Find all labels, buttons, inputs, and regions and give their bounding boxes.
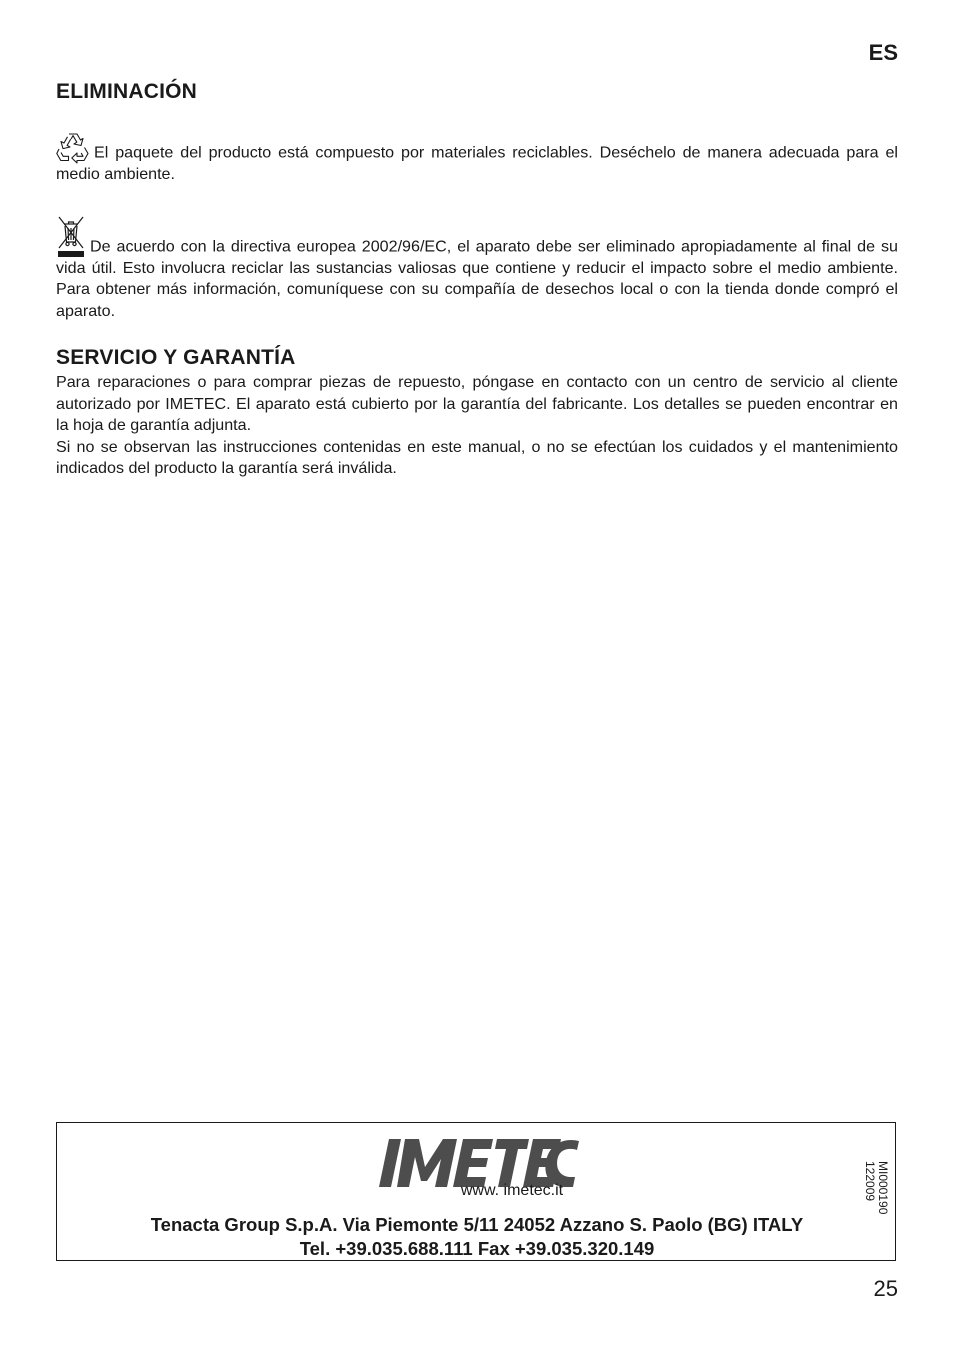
company-phone-fax: Tel. +39.035.688.111 Fax +39.035.320.149 <box>299 1238 655 1259</box>
document-code-line2: 122009 <box>863 1161 877 1202</box>
service-paragraph: Para reparaciones o para comprar piezas de repuesto, póngase en contacto con un centro de servicio al cliente autorizado por IMETEC. El aparato está cubierto por la garantía del fabricante. Los detalles se pueden encontrar en la hoja de garantía adjunta. <box>56 373 898 434</box>
company-footer-box <box>56 1122 896 1261</box>
language-tag: ES <box>868 40 898 65</box>
page-content <box>56 78 898 480</box>
section-servicio-garantia <box>56 344 898 480</box>
website-text: www. imetec.it <box>460 1182 564 1199</box>
section-title-eliminacion: ELIMINACIÓN <box>56 80 198 103</box>
document-code-line1: MI000190 <box>876 1161 890 1215</box>
recycle-paragraph: El paquete del producto está compuesto por materiales reciclables. Deséchelo de manera adecuada para el medio ambiente. <box>56 130 898 186</box>
section-title-servicio: SERVICIO Y GARANTÍA <box>56 346 296 369</box>
recycle-icon <box>56 130 90 164</box>
weee-crossed-bin-icon <box>56 214 86 258</box>
weee-paragraph: De acuerdo con la directiva europea 2002/96/EC, el aparato debe ser eliminado apropiadamente al final de su vida útil. Esto involucra reciclar las sustancias valiosas que contiene y reducir el impacto sobre el medio ambiente. Para obtener más información, comuníquese con su compañía de desechos local o con la tienda donde compró el aparato. <box>56 214 898 323</box>
warranty-paragraph: Si no se observan las instrucciones contenidas en este manual, o no se efectúan los cuidados y el mantenimiento indicados del producto la garantía será inválida. <box>56 437 898 477</box>
company-address: Tenacta Group S.p.A. Via Piemonte 5/11 24052 Azzano S. Paolo (BG) ITALY <box>150 1214 804 1235</box>
page-number: 25 <box>873 1276 898 1301</box>
document-code <box>857 1161 893 1231</box>
